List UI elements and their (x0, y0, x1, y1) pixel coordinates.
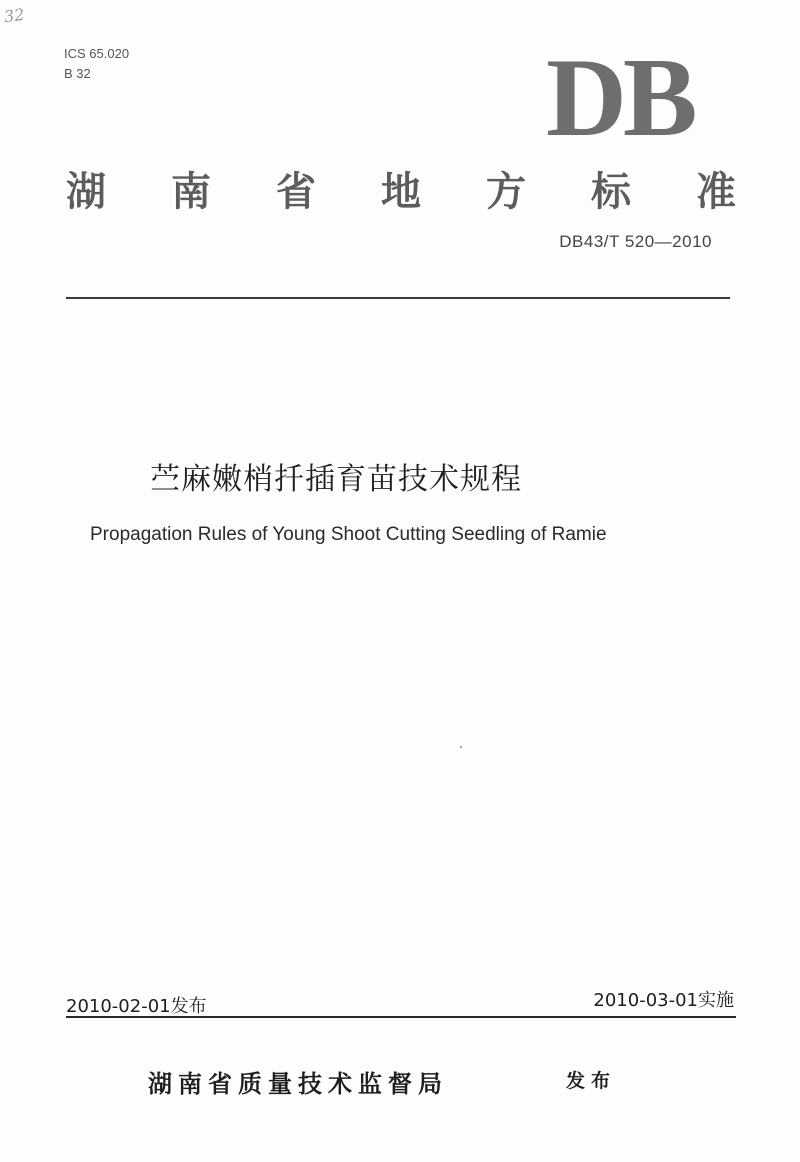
standard-type-char: 准 (696, 169, 736, 215)
standard-type-char: 省 (276, 169, 316, 215)
ics-code: ICS 65.020 (64, 46, 130, 61)
standard-type-char: 标 (591, 169, 631, 215)
standard-type-char: 地 (381, 169, 421, 215)
publish-date: 2010-02-01发布 (66, 996, 207, 1017)
standard-type-char: 方 (486, 169, 526, 215)
scan-speck (460, 746, 462, 748)
standard-number: DB43/T 520—2010 (559, 232, 712, 251)
standard-type-heading (66, 160, 736, 217)
bottom-divider (66, 1016, 736, 1018)
standard-type-char: 湖 (66, 169, 106, 215)
document-title-english: Propagation Rules of Young Shoot Cutting Seedling of Ramie (90, 524, 607, 545)
classification-block (64, 44, 129, 84)
handwritten-mark: 32 (2, 4, 26, 27)
db-logo: DB (546, 36, 694, 160)
ccs-code: B 32 (64, 66, 91, 81)
top-divider (66, 297, 730, 299)
issuing-authority: 湖南省质量技术监督局 (148, 1070, 448, 1098)
effective-date: 2010-03-01实施 (593, 990, 734, 1011)
standard-type-char: 南 (171, 169, 211, 215)
issue-label: 发布 (566, 1070, 617, 1092)
document-title-chinese: 苎麻嫩梢扦插育苗技术规程 (150, 462, 522, 497)
